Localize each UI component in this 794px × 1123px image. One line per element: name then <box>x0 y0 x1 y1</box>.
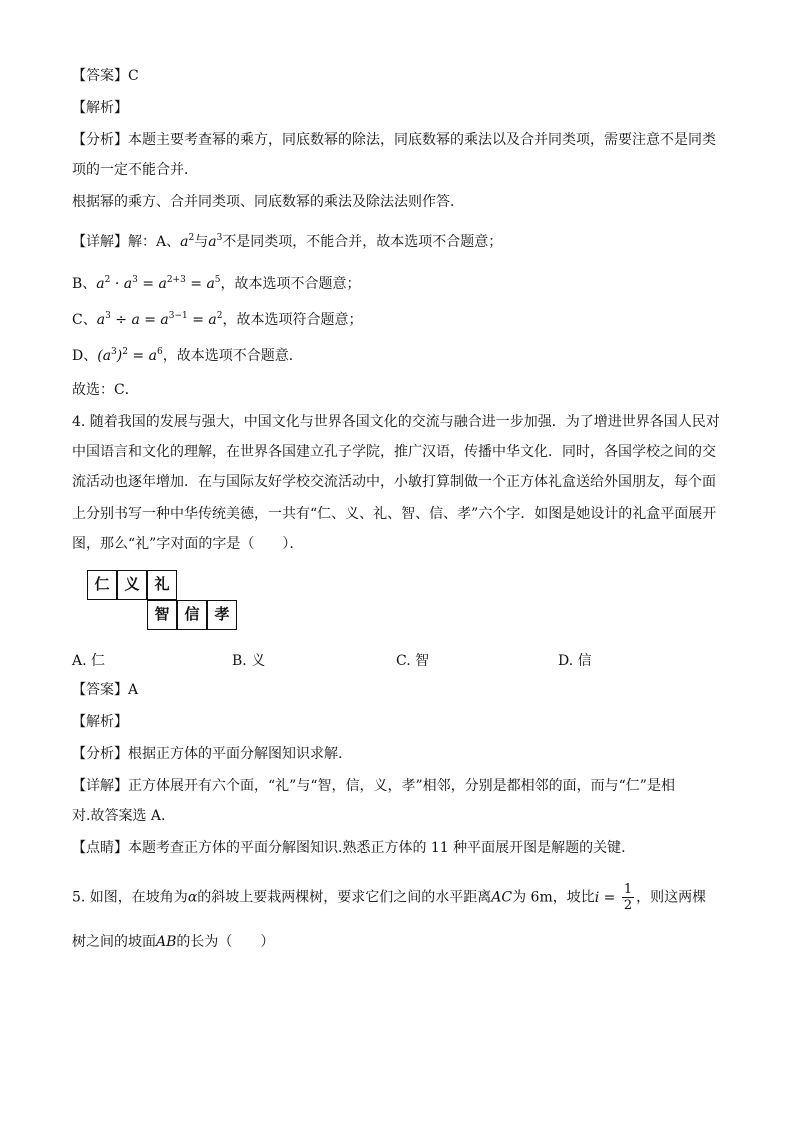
option-c-text: ，故本选项符合题意； <box>222 312 363 328</box>
q5-text-c: 为 6m，坡比 <box>512 889 595 906</box>
q4-option-b: B. 义 <box>232 653 266 669</box>
xiangjie-tag: 【详解】 <box>72 234 128 250</box>
dianjing-text: 本题考查正方体的平面分解图知识.熟悉正方体的 11 种平面展开图是解题的关键. <box>128 840 626 856</box>
q4-line-5: 图，那么“礼”字对面的字是（ ）． <box>72 536 304 552</box>
answer-value: C <box>128 68 139 84</box>
net-cell-xin: 信 <box>177 600 207 630</box>
fenxi-tag: 【分析】 <box>72 746 128 762</box>
q5-text-d: ，则这两棵 <box>636 889 707 906</box>
q4-answer-line <box>72 680 138 700</box>
q4-option-d: D. 信 <box>558 653 592 669</box>
q4-xiangjie-line-2: 对.故答案选 A. <box>72 808 166 824</box>
fenxi-text: 根据正方体的平面分解图知识求解. <box>128 746 343 762</box>
formula: $a^3$ <box>208 233 223 250</box>
xiangjie-c-line <box>72 306 363 330</box>
fenxi-text: 本题主要考查幂的乘方，同底数幂的除法，同底数幂的乘法以及合并同类项，需要注意不是同类 <box>128 132 716 148</box>
q5-line-1 <box>72 882 706 913</box>
jiexi-heading: 【解析】 <box>72 100 128 116</box>
q5-text-a: 5. 如图，在坡角为 <box>72 889 188 906</box>
xiangjie-d-line <box>72 342 303 366</box>
fenxi-line-3: 根据幂的乘方、合并同类项、同底数幂的乘法及除法法则作答． <box>72 194 464 210</box>
net-cell-li: 礼 <box>147 570 177 600</box>
net-cell-yi: 义 <box>117 570 147 600</box>
fenxi-line-1 <box>72 130 716 150</box>
q4-line-1: 4. 随着我国的发展与强大，中国文化与世界各国文化的交流与融合进一步加强．为了增进世界各国人民对 <box>72 414 720 430</box>
net-cell-zhi: 智 <box>147 600 177 630</box>
q5-line-2 <box>72 932 274 952</box>
answer-tag: 【答案】 <box>72 682 128 698</box>
net-cell-xiao: 孝 <box>207 600 237 630</box>
option-d-prefix: D、 <box>72 348 98 364</box>
guxuan-line: 故选：C． <box>72 382 139 398</box>
q5-text-e: 树之间的坡面 <box>72 934 156 950</box>
q4-option-a: A. 仁 <box>72 653 106 669</box>
q4-line-2: 中国语言和文化的理解，在世界各国建立孔子学院，推广汉语，传播中华文化．同时，各国学校之间的交 <box>72 444 716 460</box>
formula-alpha: α <box>187 889 198 906</box>
q4-line-4: 上分别书写一种中华传统美德，一共有“仁、义、礼、智、信、孝”六个字．如图是她设计的礼盒平面展开 <box>72 506 717 522</box>
q4-xiangjie-line-1 <box>72 776 675 796</box>
option-d-text: ，故本选项不合题意． <box>162 348 303 364</box>
formula-ab: AB <box>156 934 177 950</box>
q5-text-f: 的长为（ ） <box>176 934 275 950</box>
fenxi-tag: 【分析】 <box>72 132 128 148</box>
formula: $a^2 \cdot a^3 = a^{2+3} = a^5$ <box>96 275 221 292</box>
xiangjie-text: 正方体展开有六个面，“礼”与“智，信，义，孝”相邻，分别是都相邻的面，而与“仁”是相 <box>128 778 675 794</box>
answer-line <box>72 66 139 86</box>
option-b-text: ，故本选项不合题意； <box>220 276 361 292</box>
formula-slope: i = $\frac{1}{2}$ <box>594 882 633 913</box>
option-a-prefix: 解：A、 <box>128 234 181 250</box>
option-c-prefix: C、 <box>72 312 97 328</box>
xiangjie-tag: 【详解】 <box>72 778 128 794</box>
xiangjie-b-line <box>72 270 361 294</box>
answer-tag: 【答案】 <box>72 68 128 84</box>
dianjing-tag: 【点睛】 <box>72 840 128 856</box>
q4-option-c: C. 智 <box>396 653 430 669</box>
option-b-prefix: B、 <box>72 276 97 292</box>
q4-line-3: 流活动也逐年增加．在与国际友好学校交流活动中，小敏打算制做一个正方体礼盒送给外国朋友，每个面 <box>72 474 716 490</box>
fenxi-line-2: 项的一定不能合并． <box>72 162 198 178</box>
xiangjie-a-line <box>72 228 502 252</box>
formula: $a^2$ <box>180 233 195 250</box>
answer-value: A <box>128 682 139 698</box>
formula: $a^3 \div a = a^{3-1} = a^2$ <box>96 311 223 328</box>
formula-ac: AC <box>491 889 513 906</box>
net-cell-ren: 仁 <box>87 570 117 600</box>
option-a-text: 不是同类项，不能合并，故本选项不合题意； <box>222 234 503 250</box>
q4-jiexi-heading: 【解析】 <box>72 714 128 730</box>
q5-text-b: 的斜坡上要栽两棵树，要求它们之间的水平距离 <box>197 889 492 906</box>
connector-text: 与 <box>194 234 209 250</box>
q4-fenxi-line <box>72 744 342 764</box>
q4-dianjing-line <box>72 838 626 858</box>
formula: $(a^3)^2 = a^6$ <box>97 347 163 364</box>
